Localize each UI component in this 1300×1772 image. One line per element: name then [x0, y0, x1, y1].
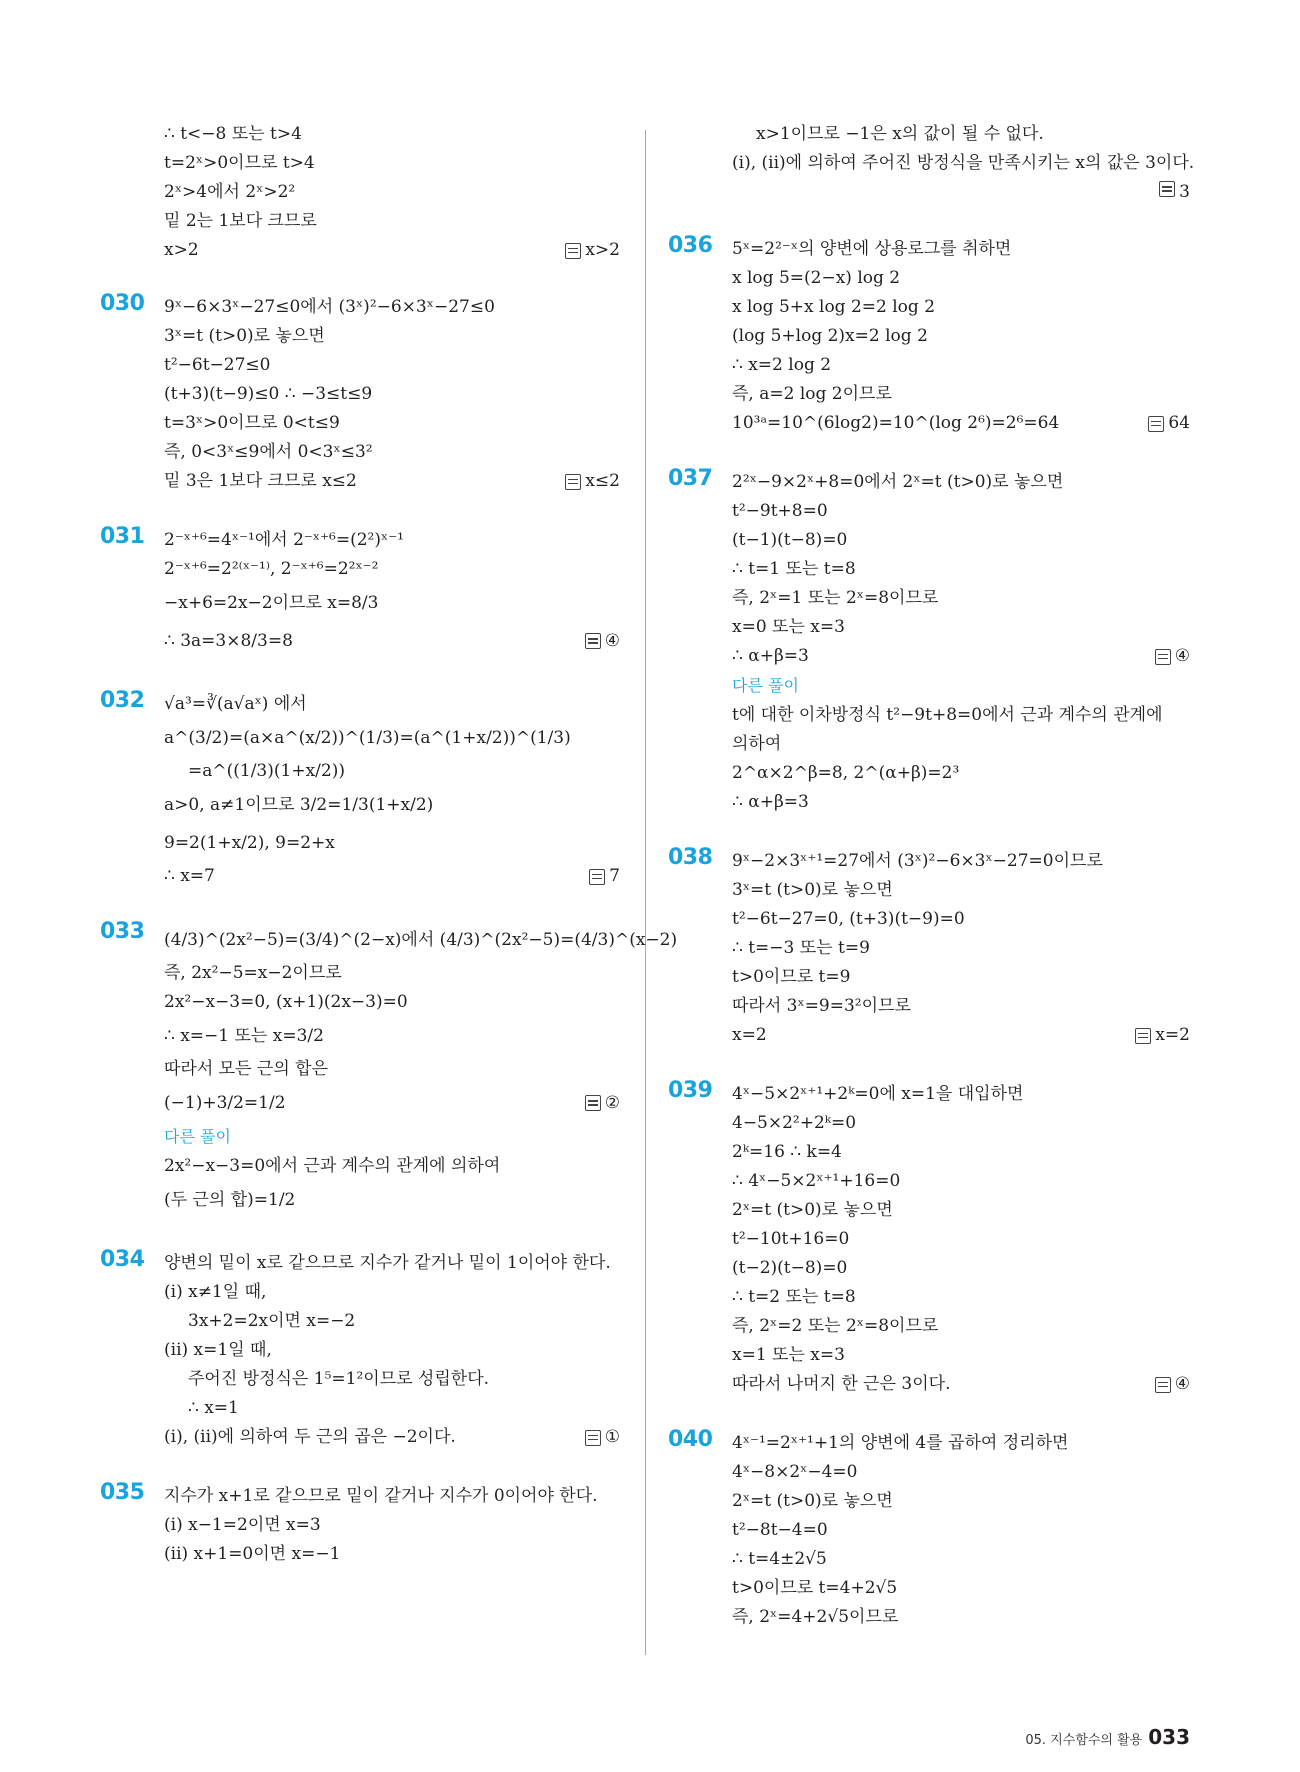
line-text: ∴ x=1 [188, 1398, 239, 1418]
line-text: ∴ t<−8 또는 t>4 [164, 124, 302, 144]
solution-line [164, 1278, 620, 1307]
line-text: (log 5+log 2)x=2 log 2 [732, 326, 928, 346]
line-text: 양변의 밑이 x로 같으므로 지수가 같거나 밑이 1이어야 한다. [164, 1253, 611, 1273]
solution-line [732, 264, 1190, 293]
solution-line [164, 1540, 620, 1569]
solution-line [164, 293, 620, 322]
line-text: (t−2)(t−8)=0 [732, 1258, 848, 1278]
solution-line [732, 1458, 1190, 1487]
line-text: (ii) x+1=0이면 x=−1 [164, 1544, 341, 1564]
solution-line [732, 526, 1190, 555]
solution-line [732, 120, 1190, 149]
line-text: 즉, 2x²−5=x−2이므로 [164, 963, 342, 983]
line-text: ∴ t=−3 또는 t=9 [732, 938, 870, 958]
line-text: (t+3)(t−9)≤0 ∴ −3≤t≤9 [164, 384, 373, 404]
answer-value: 3 [1179, 182, 1190, 202]
solution-line [164, 1394, 620, 1423]
problem-number: 037 [668, 466, 713, 491]
answer-value: ④ [604, 631, 620, 651]
line-text: 의하여 [732, 734, 782, 754]
answer-badge [1135, 1021, 1190, 1050]
line-text: 지수가 x+1로 같으므로 밑이 같거나 지수가 0이어야 한다. [164, 1486, 598, 1506]
alt-label-text: 다른 풀이 [164, 1127, 231, 1146]
problem-number: 035 [100, 1480, 145, 1505]
solution-line [164, 1249, 620, 1278]
solution-line [164, 555, 620, 584]
problem-036 [668, 235, 1190, 438]
solution-line [164, 757, 620, 786]
line-text: x log 5=(2−x) log 2 [732, 268, 901, 288]
solution-line [732, 1138, 1190, 1167]
line-text: x=1 또는 x=3 [732, 1345, 845, 1365]
answer-value: 64 [1168, 413, 1190, 433]
line-text: x log 5+x log 2=2 log 2 [732, 297, 936, 317]
solution-line [732, 992, 1190, 1021]
answer-icon [565, 474, 581, 490]
answer-value: ① [604, 1427, 620, 1447]
solution-line [164, 921, 678, 959]
answer-value: ② [604, 1093, 620, 1113]
line-text: 9=2(1+x/2), 9=2+x [164, 833, 335, 853]
line-text: 4−5×2²+2ᵏ=0 [732, 1113, 857, 1133]
page-number: 033 [1148, 1725, 1190, 1749]
problem-040 [668, 1429, 1190, 1632]
line-text: ∴ α+β=3 [732, 792, 809, 812]
line-text: =a^((1/3)(1+x/2)) [188, 761, 345, 781]
solution-line [732, 1312, 1190, 1341]
answer-icon [1159, 181, 1175, 197]
line-text: (i) x≠1일 때, [164, 1282, 267, 1302]
answer-badge [585, 622, 620, 660]
answer-badge [565, 467, 620, 496]
solution-line [164, 1017, 620, 1055]
solution-line [732, 1080, 1190, 1109]
solution-line [732, 1283, 1190, 1312]
answer-icon [585, 1430, 601, 1446]
solution-line [164, 862, 620, 891]
line-text: 밑 3은 1보다 크므로 x≤2 [164, 471, 357, 491]
line-text: t²−10t+16=0 [732, 1229, 850, 1249]
line-text: (i), (ii)에 의하여 주어진 방정식을 만족시키는 x의 값은 3이다. [732, 153, 1195, 173]
line-text: 2x²−x−3=0에서 근과 계수의 관계에 의하여 [164, 1156, 501, 1176]
answer-value: ④ [1174, 1374, 1190, 1394]
solution-line [732, 1603, 1190, 1632]
solution-line [732, 1516, 1190, 1545]
line-text: x=2 [732, 1025, 767, 1045]
solution-line [732, 178, 1190, 207]
problem-037 [668, 468, 1190, 817]
solution-line [164, 622, 620, 660]
solution-line [164, 1336, 620, 1365]
chapter-label: 05. 지수함수의 활용 [1025, 1733, 1143, 1748]
solution-line [164, 584, 620, 622]
solution-line [732, 1109, 1190, 1138]
solution-line [164, 1181, 620, 1219]
answer-value: 7 [609, 866, 620, 886]
solution-line [164, 1055, 620, 1084]
problem-039 [668, 1080, 1190, 1399]
line-text: (i), (ii)에 의하여 두 근의 곱은 −2이다. [164, 1427, 456, 1447]
alt-label-text: 다른 풀이 [732, 676, 799, 695]
line-text: ∴ x=−1 또는 x=3/2 [164, 1026, 324, 1046]
solution-line [164, 322, 620, 351]
solution-line [164, 1511, 620, 1540]
line-text: 즉, 2ˣ=1 또는 2ˣ=8이므로 [732, 588, 939, 608]
answer-badge [1155, 642, 1190, 671]
answer-value: x≤2 [585, 471, 620, 491]
solution-line [164, 467, 620, 496]
answer-icon [1135, 1028, 1151, 1044]
line-text: t에 대한 이차방정식 t²−9t+8=0에서 근과 계수의 관계에 [732, 705, 1163, 725]
solution-line [164, 351, 620, 380]
line-text: 즉, a=2 log 2이므로 [732, 384, 892, 404]
right-column [668, 120, 1195, 1662]
solution-line [732, 235, 1190, 264]
line-text: 2^α×2^β=8, 2^(α+β)=2³ [732, 763, 960, 783]
line-text: (t−1)(t−8)=0 [732, 530, 848, 550]
answer-icon [1155, 1377, 1171, 1393]
line-text: x>2 [164, 240, 199, 260]
problem-031 [100, 526, 620, 660]
answer-icon [585, 1095, 601, 1111]
line-text: −x+6=2x−2이므로 x=8/3 [164, 593, 379, 613]
solution-line [164, 1152, 620, 1181]
solution-line [164, 409, 620, 438]
line-text: t>0이므로 t=4+2√5 [732, 1578, 898, 1598]
solution-line [732, 876, 1190, 905]
problem-035 [100, 1482, 620, 1569]
solution-line [164, 786, 620, 824]
page-footer [1025, 1725, 1190, 1749]
line-text: 10³ᵃ=10^(6log2)=10^(log 2⁶)=2⁶=64 [732, 413, 1060, 433]
solution-line [732, 1021, 1190, 1050]
answer-badge [732, 178, 1190, 207]
problem-034 [100, 1249, 620, 1452]
solution-line [732, 380, 1190, 409]
line-text: 4ˣ⁻¹=2ˣ⁺¹+1의 양변에 4를 곱하여 정리하면 [732, 1433, 1069, 1453]
line-text: 3ˣ=t (t>0)로 놓으면 [732, 880, 893, 900]
solution-line [732, 905, 1190, 934]
solution-line [732, 1574, 1190, 1603]
line-text: ∴ x=2 log 2 [732, 355, 832, 375]
solution-line [732, 642, 1190, 671]
line-text: 2ˣ=t (t>0)로 놓으면 [732, 1491, 893, 1511]
solution-line [732, 468, 1190, 497]
solution-line [732, 1341, 1190, 1370]
alternate-solution-label [164, 1122, 620, 1152]
line-text: 2ᵏ=16 ∴ k=4 [732, 1142, 842, 1162]
solution-line [164, 959, 620, 988]
solution-line [164, 1423, 620, 1452]
solution-line [164, 1482, 620, 1511]
line-text: ∴ t=2 또는 t=8 [732, 1287, 856, 1307]
solution-line [732, 1196, 1190, 1225]
line-text: a^(3/2)=(a×a^(x/2))^(1/3)=(a^(1+x/2))^(1/3) [164, 728, 571, 748]
solution-line [164, 526, 620, 555]
solution-line [732, 1167, 1190, 1196]
solution-line [732, 759, 1190, 788]
line-text: 따라서 나머지 한 근은 3이다. [732, 1374, 951, 1394]
problem-032 [100, 690, 620, 891]
answer-badge [585, 1423, 620, 1452]
solution-line [732, 934, 1190, 963]
answer-badge [565, 236, 620, 265]
line-text: t=3ˣ>0이므로 0<t≤9 [164, 413, 340, 433]
problem-038 [668, 847, 1190, 1050]
line-text: a>0, a≠1이므로 3/2=1/3(1+x/2) [164, 795, 434, 815]
line-text: t²−6t−27=0, (t+3)(t−9)=0 [732, 909, 965, 929]
problem-number: 040 [668, 1427, 713, 1452]
solution-line [732, 1370, 1190, 1399]
solution-line [732, 1487, 1190, 1516]
line-text: 9ˣ−2×3ˣ⁺¹=27에서 (3ˣ)²−6×3ˣ−27=0이므로 [732, 851, 1103, 871]
line-text: 2x²−x−3=0, (x+1)(2x−3)=0 [164, 992, 408, 1012]
solution-line [732, 293, 1190, 322]
solution-line [732, 351, 1190, 380]
line-text: 즉, 0<3ˣ≤9에서 0<3ˣ≤3² [164, 442, 373, 462]
problem-continuation [668, 120, 1195, 207]
solution-line [164, 690, 620, 719]
problem-continuation [100, 120, 620, 265]
line-text: 9ˣ−6×3ˣ−27≤0에서 (3ˣ)²−6×3ˣ−27≤0 [164, 297, 495, 317]
line-text: 3ˣ=t (t>0)로 놓으면 [164, 326, 325, 346]
line-text: 2ˣ>4에서 2ˣ>2² [164, 182, 296, 202]
line-text: t²−8t−4=0 [732, 1520, 828, 1540]
problem-number: 039 [668, 1078, 713, 1103]
line-text: t²−9t+8=0 [732, 501, 828, 521]
line-text: t²−6t−27≤0 [164, 355, 271, 375]
line-text: (4/3)^(2x²−5)=(3/4)^(2−x)에서 (4/3)^(2x²−5)=(4/3)^(x−2) [164, 930, 678, 950]
left-column [100, 120, 678, 1599]
problem-number: 032 [100, 688, 145, 713]
problem-number: 038 [668, 845, 713, 870]
solution-line [732, 613, 1190, 642]
answer-value: ④ [1174, 646, 1190, 666]
solution-line [164, 149, 620, 178]
solution-line [164, 438, 620, 467]
line-text: 주어진 방정식은 1⁵=1²이므로 성립한다. [188, 1369, 490, 1389]
solution-line [164, 824, 620, 862]
line-text: t=2ˣ>0이므로 t>4 [164, 153, 315, 173]
answer-icon [1155, 649, 1171, 665]
line-text: 따라서 3ˣ=9=3²이므로 [732, 996, 911, 1016]
line-text: (ii) x=1일 때, [164, 1340, 272, 1360]
solution-line [732, 322, 1190, 351]
alternate-solution-label [732, 671, 1190, 701]
problem-number: 034 [100, 1247, 145, 1272]
solution-line [164, 207, 620, 236]
line-text: (−1)+3/2=1/2 [164, 1093, 286, 1113]
line-text: ∴ t=1 또는 t=8 [732, 559, 856, 579]
line-text: 즉, 2ˣ=4+2√5이므로 [732, 1607, 899, 1627]
solution-line [732, 788, 1190, 817]
line-text: 5ˣ=2²⁻ˣ의 양변에 상용로그를 취하면 [732, 239, 1012, 259]
solution-line [732, 1254, 1190, 1283]
line-text: ∴ t=4±2√5 [732, 1549, 827, 1569]
line-text: (i) x−1=2이면 x=3 [164, 1515, 321, 1535]
answer-badge [589, 862, 620, 891]
solution-line [732, 1545, 1190, 1574]
solution-line [164, 988, 620, 1017]
solution-line [164, 120, 620, 149]
solution-line [164, 1307, 620, 1336]
solution-line [732, 409, 1190, 438]
answer-icon [585, 633, 601, 649]
line-text: 4ˣ−8×2ˣ−4=0 [732, 1462, 858, 1482]
line-text: 2⁻ˣ⁺⁶=4ˣ⁻¹에서 2⁻ˣ⁺⁶=(2²)ˣ⁻¹ [164, 530, 404, 550]
problem-033 [100, 919, 678, 1219]
solution-line [164, 178, 620, 207]
line-text: 2⁻ˣ⁺⁶=2²⁽ˣ⁻¹⁾, 2⁻ˣ⁺⁶=2²ˣ⁻² [164, 559, 379, 579]
solution-line [164, 1365, 620, 1394]
solution-line [732, 701, 1190, 730]
line-text: ∴ α+β=3 [732, 646, 809, 666]
line-text: 밑 2는 1보다 크므로 [164, 211, 317, 231]
line-text: x=0 또는 x=3 [732, 617, 845, 637]
answer-value: x>2 [585, 240, 620, 260]
line-text: x>1이므로 −1은 x의 값이 될 수 없다. [756, 124, 1044, 144]
line-text: 즉, 2ˣ=2 또는 2ˣ=8이므로 [732, 1316, 939, 1336]
line-text: 4ˣ−5×2ˣ⁺¹+2ᵏ=0에 x=1을 대입하면 [732, 1084, 1024, 1104]
answer-badge [585, 1084, 620, 1122]
line-text: 3x+2=2x이면 x=−2 [188, 1311, 356, 1331]
problem-number: 030 [100, 291, 145, 316]
solution-line [732, 497, 1190, 526]
solution-line [732, 149, 1195, 178]
solution-line [732, 963, 1190, 992]
line-text: √a³=∛(a√aˣ) 에서 [164, 694, 307, 714]
line-text: ∴ 3a=3×8/3=8 [164, 631, 293, 651]
solution-line [732, 555, 1190, 584]
solution-line [732, 1225, 1190, 1254]
answer-value: x=2 [1155, 1025, 1190, 1045]
answer-icon [589, 869, 605, 885]
solution-line [732, 847, 1190, 876]
answer-badge [1155, 1370, 1190, 1399]
problem-number: 033 [100, 919, 145, 944]
answer-icon [1148, 416, 1164, 432]
problem-number: 036 [668, 233, 713, 258]
line-text: t>0이므로 t=9 [732, 967, 851, 987]
line-text: 2²ˣ−9×2ˣ+8=0에서 2ˣ=t (t>0)로 놓으면 [732, 472, 1064, 492]
solution-line [164, 1084, 620, 1122]
problem-number: 031 [100, 524, 145, 549]
solution-line [164, 236, 620, 265]
solution-line [732, 584, 1190, 613]
line-text: (두 근의 합)=1/2 [164, 1190, 296, 1210]
solution-line [164, 719, 620, 757]
line-text: 2ˣ=t (t>0)로 놓으면 [732, 1200, 893, 1220]
line-text: 따라서 모든 근의 합은 [164, 1059, 329, 1079]
answer-badge [1148, 409, 1190, 438]
solution-line [732, 730, 1190, 759]
solution-line [732, 1429, 1190, 1458]
column-divider [645, 130, 646, 1655]
line-text: ∴ 4ˣ−5×2ˣ⁺¹+16=0 [732, 1171, 901, 1191]
answer-icon [565, 243, 581, 259]
problem-030 [100, 293, 620, 496]
line-text: ∴ x=7 [164, 866, 215, 886]
solution-line [164, 380, 620, 409]
